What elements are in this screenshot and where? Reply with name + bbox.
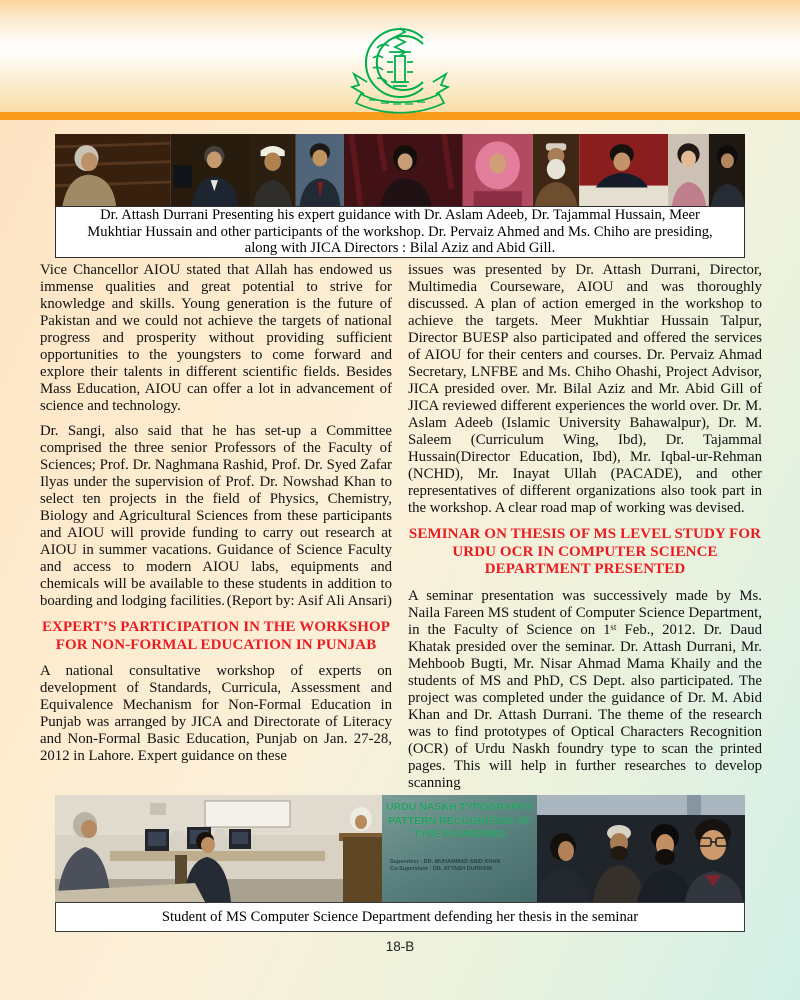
report-by-credit: (Report by: Asif Ali Ansari) [226,593,392,609]
slide-title-line-3: TYPE FOUNDRIES [413,828,506,840]
bottom-photo-caption-box [55,902,745,932]
right-column [408,262,762,792]
slide-cosupervisor-line: Co-Supervisor : DR. ATTASH DURRANI [390,865,492,872]
slide-supervisor-line: Supervisor : DR. MUHAMMAD ABID KHAN [390,858,501,865]
slide-title-line-1: URDU NASKH TYPOGRAPHY [385,801,533,813]
thesis-presentation-slide [382,795,537,902]
vc-article-paragraph-2 [40,423,392,610]
workshop-article-paragraph-right: issues was presented by Dr. Attash Durrani, Director, Multimedia Courseware, AIOU and was thoroughly discussed. A plan of action emerged in the workshop to achieve the targets. Meer Mukhtiar Hussain Talpur, Director BUESP also participated and offered the services of AIOU for their centers and courses. Dr. Pervaiz Ahmad Secretary, LNFBE and Ms. Chiho Ohashi, Project Advisor, JICA presided over. Mr. Bilal Aziz and Mr. Abid Gill of JICA reviewed different experiences the world over. Dr. M. Aslam Adeeb (Islamic University Bahawalpur), Dr. M. Saleem (Curriculum Wing, Ibd), Dr. Tajammal Hussain(Director Education, Ibd), Mr. Iqbal-ur-Rehman (NCHD), Mr. Inayat Ullah (PACADE), and other representatives of different organizations also took part in the workshop. A clear road map of working was devised. [408,262,762,516]
slide-title-line-2: PATTERN RECOGNITION OF [388,814,531,827]
top-photo-caption: Dr. Attash Durrani Presenting his expert guidance with Dr. Aslam Adeeb, Dr. Tajammal Hussain, Meer Mukhtiar Hussain and other participants of the workshop. Dr. Pervaiz Ahmed and Ms. Chiho are presiding, along with JICA Directors : Bilal Aziz and Abid Gill. [87,206,713,257]
aiou-university-emblem-icon [347,22,453,114]
workshop-photo-strip-image [55,134,745,206]
top-photo-caption-box [55,206,745,258]
bottom-photo-caption: Student of MS Computer Science Department defending her thesis in the seminar [161,908,639,925]
computer-lab-photo-section [55,795,382,902]
seminar-article-heading: SEMINAR ON THESIS OF MS LEVEL STUDY FOR URDU OCR IN COMPUTER SCIENCE DEPARTMENT PRESENTED [408,526,762,577]
workshop-article-heading: EXPERT’S PARTICIPATION IN THE WORKSHOP FOR NON-FORMAL EDUCATION IN PUNJAB [41,619,391,653]
workshop-article-paragraph-left: A national consultative workshop of experts on development of Standards, Curricula, Assessment and Equivalence Mechanism for Non-Formal Education in Punjab was arranged by JICA and Directorate of Literacy and Non-Formal Basic Education, Punjab on Jan. 27-28, 2012 in Lahore. Expert guidance on these [40,663,392,764]
seminar-article-paragraph: A seminar presentation was successively made by Ms. Naila Fareen MS student of Computer Science Department, in the Faculty of Science on 1ˢᵗ Feb., 2012. Dr. Daud Khatak presided over the seminar. Dr. Attash Durrani, Mr. Mehboob Bugti, Mr. Nisar Ahmad Mama Khaily and the students of MS and PhD, CS Dept. also participated. The project was completed under the guidance of Dr. M. Abid Khan and Dr. Attash Durrani. The theme of the research was to find prototypes of Optical Characters Recognition (OCR) of Urdu Naskh foundry type to scan the printed pages. This will help in further researches to develop scanning [408,587,762,791]
vc-paragraph-2-text: Dr. Sangi, also said that he has set-up a Committee comprised the three senior Professors of the Faculty of Sciences; Prof. Dr. Naghmana Rashid, Prof. Dr. Syed Zafar Ilyas under the supervision of Prof. Dr. Nowshad Khan to select ten projects in the field of Physics, Chemistry, Biology and Agricultural Sciences from these participants and AIOU will provide funding to carry out research at AIOU in summer vacations. Guidance of Science Faculty and access to modern AIOU labs, equipments and chemicals will be available to these students in addition to boarding and lodging facilities. [40,423,392,609]
left-column [40,262,392,765]
seminar-audience-photo-section [537,795,745,902]
page-number: 18-B [385,939,415,954]
vc-article-paragraph-1: Vice Chancellor AIOU stated that Allah has endowed us immense qualities and great potential to strive for knowledge and skills. Young generation is the future of Pakistan and we could not achieve the targets of national progress and prosperity without providing sufficient opportunities to the youngsters to come forward and explore their talents in different scientific fields. Besides Mass Education, AIOU can offer a lot in advancement of science and technology. [40,262,392,414]
seminar-photo-image [55,795,745,902]
